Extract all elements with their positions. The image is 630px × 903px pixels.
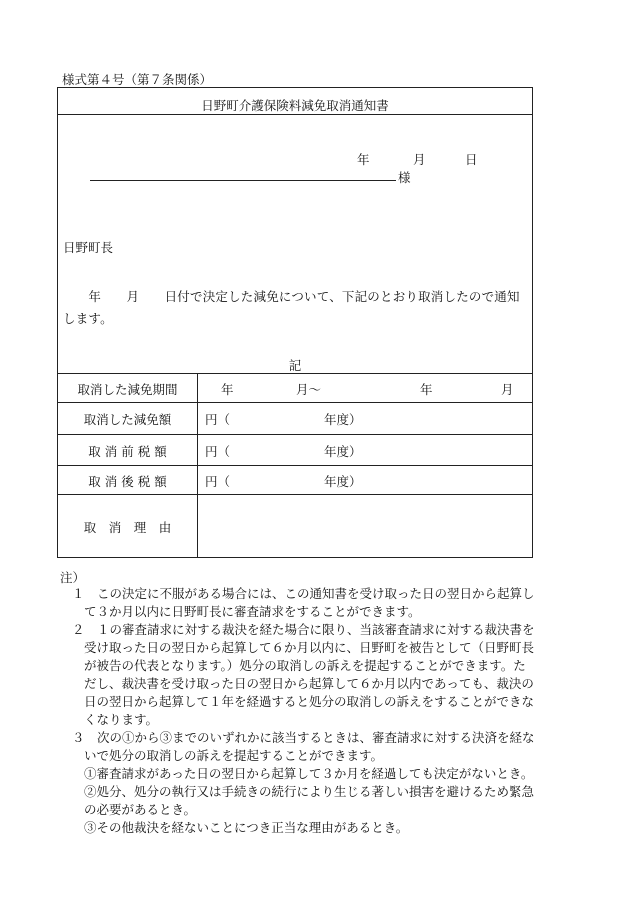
date-day: 日 bbox=[465, 152, 478, 167]
note-line: １ この決定に不服がある場合には、この通知書を受け取った日の翌日から起算し bbox=[72, 586, 535, 601]
title-divider bbox=[58, 114, 532, 115]
reason-label: 取 消 理 由 bbox=[83, 520, 172, 535]
addressee-underline bbox=[90, 180, 396, 181]
note-line: ２ １の審査請求に対する裁決を経た場合に限り、当該審査請求に対する裁決書を bbox=[72, 622, 535, 637]
notes-heading: 注） bbox=[60, 570, 86, 585]
table-row-divider bbox=[58, 494, 532, 495]
note-line: ３ 次の①から③までのいずれかに該当するときは、審査請求に対する決済を経な bbox=[72, 730, 535, 745]
reduction-yen: 円（ bbox=[205, 412, 231, 427]
notice-form-frame bbox=[57, 87, 533, 558]
note-line: が被告の代表となります。）処分の取消しの訴えを提起することができます。た bbox=[84, 658, 526, 673]
period-start-year: 年 bbox=[221, 382, 234, 397]
date-year: 年 bbox=[357, 152, 370, 167]
note-line: ①審査請求があった日の翌日から起算して３か月を経過しても決定がないとき。 bbox=[84, 766, 534, 781]
note-line: の必要があるとき。 bbox=[84, 802, 197, 817]
period-end-year: 年 bbox=[420, 382, 433, 397]
before-tax-yen: 円（ bbox=[205, 444, 231, 459]
reduction-fiscal-year: 年度） bbox=[324, 412, 362, 427]
note-line: だし、裁決書を受け取った日の翌日から起算して６か月以内であっても、裁決の bbox=[84, 676, 534, 691]
table-row-divider bbox=[58, 434, 532, 435]
ki-heading: 記 bbox=[288, 358, 302, 373]
period-start-month: 月～ bbox=[296, 382, 322, 397]
before-tax-fiscal-year: 年度） bbox=[324, 444, 362, 459]
period-label: 取消した減免期間 bbox=[77, 382, 178, 397]
reduction-amount-label: 取消した減免額 bbox=[83, 412, 172, 427]
notice-body: 年 月 日付で決定した減免について、下記のとおり取消したので通知します。 bbox=[63, 289, 520, 326]
table-row-divider bbox=[58, 402, 532, 403]
form-number-label: 様式第４号（第７条関係） bbox=[62, 72, 213, 87]
period-end-month: 月 bbox=[501, 382, 514, 397]
note-line: ②処分、処分の執行又は手続きの続行により生じる著しい損害を避けるため緊急 bbox=[84, 784, 535, 799]
addressee-honorific: 様 bbox=[398, 170, 411, 185]
after-tax-fiscal-year: 年度） bbox=[324, 474, 362, 489]
before-tax-label: 取 消 前 税 額 bbox=[88, 444, 167, 459]
date-month: 月 bbox=[413, 152, 426, 167]
table-top-border bbox=[58, 373, 532, 374]
note-line: 日の翌日から起算して１年を経過すると処分の取消しの訴えをすることができな bbox=[84, 694, 535, 709]
sender-mayor: 日野町長 bbox=[63, 240, 114, 255]
note-line: て３か月以内に日野町長に審査請求をすることができます。 bbox=[84, 604, 421, 619]
note-line: くなります。 bbox=[84, 712, 159, 727]
table-column-divider bbox=[197, 373, 198, 557]
after-tax-label: 取 消 後 税 額 bbox=[88, 474, 167, 489]
note-line: ③その他裁決を経ないことにつき正当な理由があるとき。 bbox=[84, 820, 409, 835]
note-line: いで処分の取消しの訴えを提起することができます。 bbox=[84, 748, 384, 763]
after-tax-yen: 円（ bbox=[205, 474, 231, 489]
note-line: 受け取った日の翌日から起算して６か月以内に、日野町を被告として（日野町長 bbox=[84, 640, 535, 655]
document-title: 日野町介護保険料減免取消通知書 bbox=[201, 98, 389, 113]
table-row-divider bbox=[58, 465, 532, 466]
